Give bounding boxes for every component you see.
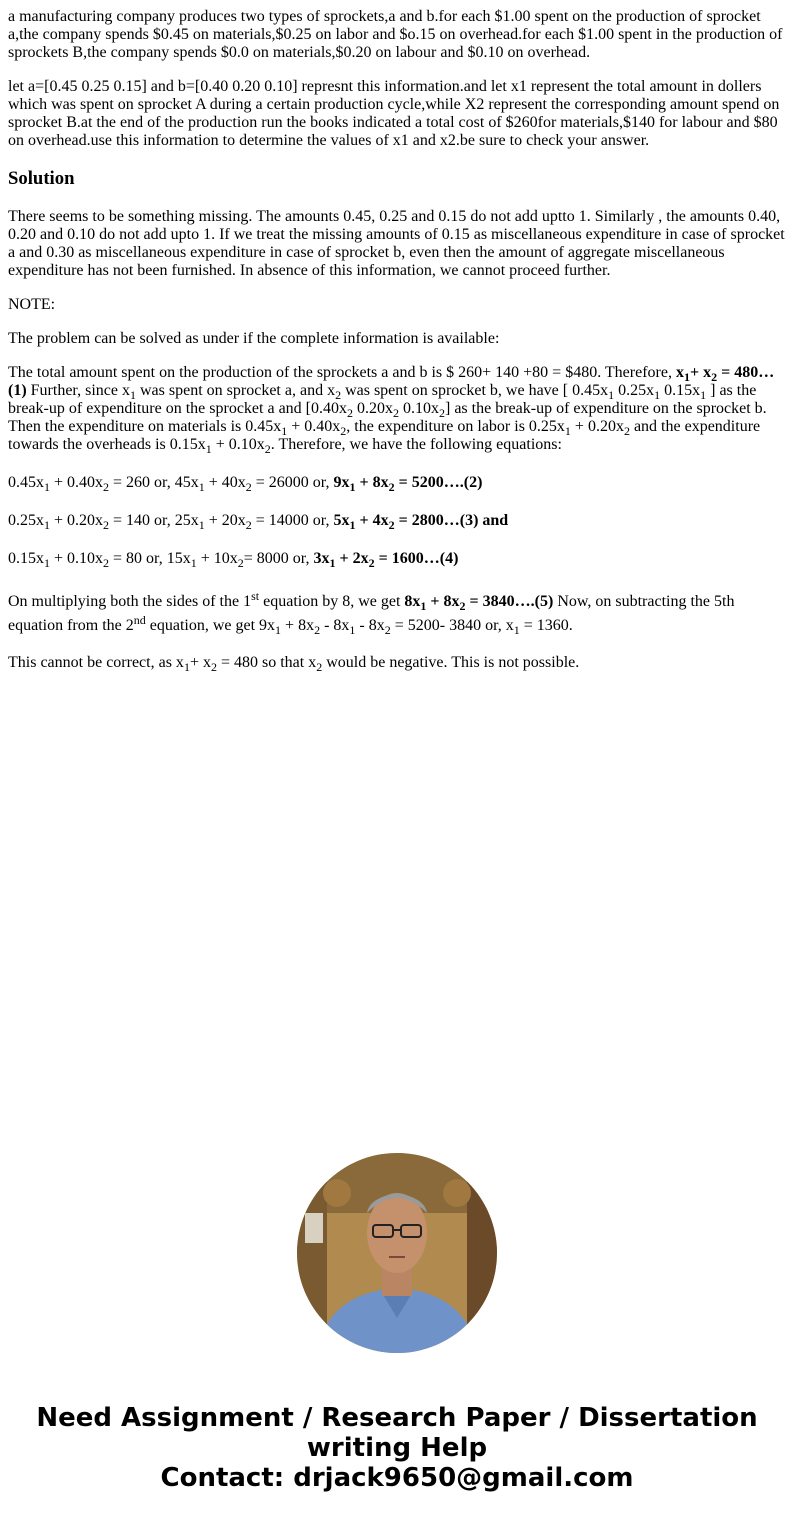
- help-banner-line1: Need Assignment / Research Paper / Dissertation writing Help: [36, 1403, 758, 1463]
- eq1-rest: Further, since x: [26, 382, 130, 399]
- eq1-tail: = 480…(1): [8, 364, 775, 399]
- question-paragraph-1: a manufacturing company produces two types of sprockets,a and b.for each $1.00 spent on the production of sprocket a,the company spends $0.45 on materials,$0.25 on labor and $o.15 on overhead.for each $1.00 spent in the production of sprockets B,the company spends $0.0 on materials,$0.20 on labour and $0.10 on overhead.: [8, 8, 783, 61]
- question-paragraph-2: let a=[0.45 0.25 0.15] and b=[0.40 0.20 0.10] represnt this information.and let x1 represent the total amount in dollers which was spent on sprocket A during a certain production cycle,while X2 represent the corresponding amount spend on sprocket B.at the end of the production run the books indicated a total cost of $260for materials,$140 for labour and $80 on overhead.use this information to determine the values of x1 and x2.be sure to check your answer.: [8, 78, 780, 149]
- intro-paragraph: The problem can be solved as under if the complete information is available:: [8, 330, 500, 347]
- conclusion-paragraph: This cannot be correct, as $x_1+ x_2 = 480$ so that $x_2$ would be negative. This is not possible.: [8, 654, 580, 674]
- avatar: [297, 1153, 497, 1353]
- missing-info-paragraph: There seems to be something missing. The amounts 0.45, 0.25 and 0.15 do not add uptto 1. Similarly , the amounts 0.40, 0.20 and 0.10 do not add upto 1. If we treat the missing amounts of 0.15 as miscellaneous expenditure in case of sprocket a and 0.30 as miscellaneous expenditure in case of sprocket b, even then the amount of aggregate miscellaneous expenditure has not been furnished. In absence of this information, we cannot proceed further.: [8, 208, 785, 279]
- document-body: [8, 0, 786, 688]
- note-label: NOTE:: [8, 296, 56, 313]
- contact-email: Contact: drjack9650@gmail.com: [160, 1463, 634, 1493]
- equation-3: $0.25x_1 + 0.20x_2 = 140$ or, $25x_1 + 20x_2 = 14000$ or, $5x_1 + 4x_2$ = 2800…(3) and: [8, 512, 509, 532]
- equation-2: $0.45x_1 + 0.40x_2 = 260$ or, $45x_1 + 40x_2 = 26000$ or, $9x_1 + 8x_2$ = 5200….(2): [8, 474, 483, 494]
- help-banner: [0, 1403, 794, 1493]
- total-paragraph: The total amount spent on the production of the sprockets a and b is $ 260+ 140 +80 = $480. Therefore, $x_1+ x_2$ = 480…(1) Further, since $x_1$ was spent on sprocket a, and $x_2$ was spent on sprocket b, we have [ $0.45x_1$ $0.25x_1$ $0.15x_1$ ] as the break-up of expenditure on the sprocket a and [$0.40x_2$ $0.20x_2$ $0.10x_2$] as the break-up of expenditure on the sprocket b. Then the expenditure on materials is $0.45x_1 + 0.40x_2$, the expenditure on labor is $0.25x_1 + 0.20x_2$ and the expenditure towards the overheads is $0.15x_1 + 0.10x_2$. Therefore, we have the following equations:: [8, 364, 775, 456]
- person-photo-icon: [297, 1153, 497, 1353]
- total-text: The total amount spent on the production of the sprockets a and b is $ 260+ 140 +80 = $480. Therefore,: [8, 364, 676, 381]
- multiply-paragraph: On multiplying both the sides of the 1st equation by 8, we get $8x_1 + 8x_2$ = 3840….(5) Now, on subtracting the 5th equation from the 2nd equation, we get $9x_1 + 8x_2 - 8x_1 - 8x_2 = 5200-$ 3840 or, $x_1 = 1360$.: [8, 589, 735, 637]
- solution-heading: Solution: [8, 168, 75, 189]
- equation-4: $0.15x_1 + 0.10x_2 = 80$ or, $15x_1 + 10x_2= 8000$ or, $3x_1 + 2x_2$ = 1600…(4): [8, 550, 459, 570]
